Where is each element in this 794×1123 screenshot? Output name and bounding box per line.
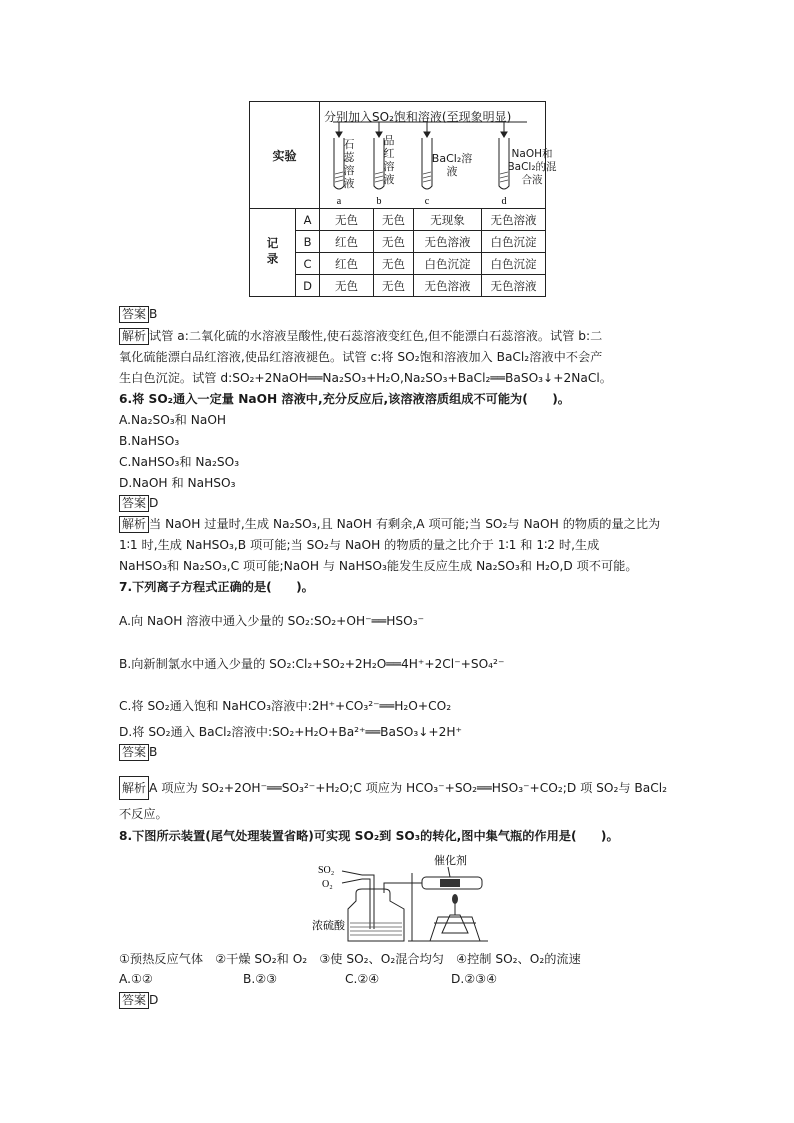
record-c-tube-c: 白色沉淀: [414, 253, 482, 275]
record-c-tube-d: 白色沉淀: [482, 253, 546, 275]
q7-option-b: B.向新制氯水中通入少量的 SO₂:Cl₂+SO₂+2H₂O══4H⁺+2Cl⁻+SO₄²⁻: [119, 657, 505, 671]
apparatus-label-so2: SO₂: [318, 865, 335, 876]
q5-answer-line: [119, 305, 157, 323]
q6-option-b: B.NaHSO₃: [119, 434, 180, 448]
q6-analysis-line-3: NaHSO₃和 Na₂SO₃,C 项可能;NaOH 与 NaHSO₃能发生反应生成 Na₂SO₃和 H₂O,D 项不可能。: [119, 559, 638, 573]
experiment-table: [249, 101, 557, 297]
record-a-tube-a: 无色: [320, 209, 374, 231]
option-d-label: D: [296, 275, 320, 297]
q6-option-c: C.NaHSO₃和 Na₂SO₃: [119, 455, 240, 469]
record-b-tube-d: 白色沉淀: [482, 231, 546, 253]
q5-answer: B: [149, 307, 158, 321]
record-d-tube-d: 无色溶液: [482, 275, 546, 297]
record-b-tube-b: 无色: [374, 231, 414, 253]
option-c-label: C: [296, 253, 320, 275]
q8-option-d: D.②③④: [451, 972, 498, 986]
apparatus-label-acid: 浓硫酸: [312, 919, 345, 932]
q7-analysis-line-1: [119, 776, 667, 800]
q8-option-c: C.②④: [345, 972, 380, 986]
apparatus-label-o2: O₂: [322, 879, 333, 890]
q7-option-c: C.将 SO₂通入饱和 NaHCO₃溶液中:2H⁺+CO₃²⁻══H₂O+CO₂: [119, 699, 452, 713]
q7-analysis-text-1: A 项应为 SO₂+2OH⁻══SO₃²⁻+H₂O;C 项应为 HCO₃⁻+SO₂══HSO₃⁻+CO₂;D 项 SO₂与 BaCl₂: [149, 781, 668, 795]
q7-option-d: D.将 SO₂通入 BaCl₂溶液中:SO₂+H₂O+Ba²⁺══BaSO₃↓+2H⁺: [119, 725, 462, 739]
answer-tag: 答案: [119, 992, 149, 1009]
option-b-label: B: [296, 231, 320, 253]
q7-analysis-line-2: 不反应。: [119, 807, 168, 821]
q5-analysis-text-1: 试管 a:二氧化硫的水溶液呈酸性,使石蕊溶液变红色,但不能漂白石蕊溶液。试管 b:二: [149, 329, 603, 343]
q6-analysis-line-2: 1∶1 时,生成 NaHSO₃,B 项可能;当 SO₂与 NaOH 的物质的量之比介于 1∶1 和 1∶2 时,生成: [119, 538, 600, 552]
record-a-tube-c: 无现象: [414, 209, 482, 231]
q8-answer: D: [149, 993, 159, 1007]
record-c-tube-b: 无色: [374, 253, 414, 275]
tube-c-content: BaCl₂溶液: [431, 152, 473, 178]
q6-analysis-line-1: [119, 515, 660, 533]
record-a-tube-b: 无色: [374, 209, 414, 231]
apparatus-label-catalyst: 催化剂: [434, 854, 467, 867]
q6-stem: 6.将 SO₂通入一定量 NaOH 溶液中,充分反应后,该溶液溶质组成不可能为( )。: [119, 392, 570, 406]
record-d-tube-b: 无色: [374, 275, 414, 297]
q6-analysis-text-1: 当 NaOH 过量时,生成 Na₂SO₃,且 NaOH 有剩余,A 项可能;当 SO₂与 NaOH 的物质的量之比为: [149, 517, 661, 531]
analysis-tag: 解析: [119, 776, 149, 800]
tube-b-content: 品红溶液: [383, 134, 395, 186]
experiment-tubes-cell: [320, 102, 557, 209]
tube-d-content: NaOH和BaCl₂的混合液: [507, 148, 557, 186]
tube-d-letter: d: [501, 196, 507, 207]
q5-analysis-line-2: 氧化硫能漂白品红溶液,使品红溶液褪色。试管 c:将 SO₂饱和溶液加入 BaCl₂溶液中不会产: [119, 350, 603, 364]
q8-options-line: [119, 970, 497, 988]
q8-answer-line: [119, 991, 158, 1009]
q6-option-d: D.NaOH 和 NaHSO₃: [119, 476, 236, 490]
record-b-tube-a: 红色: [320, 231, 374, 253]
q5-analysis-line-3: 生白色沉淀。试管 d:SO₂+2NaOH══Na₂SO₃+H₂O,Na₂SO₃+BaCl₂══BaSO₃↓+2NaCl。: [119, 371, 612, 385]
analysis-tag: 解析: [119, 328, 149, 345]
q7-answer-line: [119, 743, 157, 761]
q8-option-b: B.②③: [243, 972, 278, 986]
tube-a-letter: a: [336, 196, 342, 207]
q5-analysis-line-1: [119, 327, 602, 345]
q8-stem: 8.下图所示装置(尾气处理装置省略)可实现 SO₂到 SO₃的转化,图中集气瓶的作用是( )。: [119, 829, 619, 843]
answer-tag: 答案: [119, 306, 149, 323]
tube-b-letter: b: [376, 196, 382, 207]
tube-c-letter: c: [424, 196, 430, 207]
record-a-tube-d: 无色溶液: [482, 209, 546, 231]
record-b-tube-c: 无色溶液: [414, 231, 482, 253]
record-c-tube-a: 红色: [320, 253, 374, 275]
answer-tag: 答案: [119, 744, 149, 761]
answer-tag: 答案: [119, 495, 149, 512]
q6-answer: D: [149, 496, 159, 510]
record-d-tube-c: 无色溶液: [414, 275, 482, 297]
experiment-instruction: 分别加入SO₂饱和溶液(至现象明显): [324, 110, 512, 124]
apparatus-illustration: [312, 853, 490, 943]
analysis-tag: 解析: [119, 516, 149, 533]
record-d-tube-a: 无色: [320, 275, 374, 297]
option-a-label: A: [296, 209, 320, 231]
q7-answer: B: [149, 745, 158, 759]
q6-answer-line: [119, 494, 158, 512]
q8-statements: ①预热反应气体 ②干燥 SO₂和 O₂ ③使 SO₂、O₂混合均匀 ④控制 SO₂、O₂的流速: [119, 952, 581, 966]
record-row-label: 记录: [250, 209, 296, 297]
tube-a-content: 石蕊溶液: [343, 138, 355, 190]
experiment-row-label: 实验: [250, 102, 320, 209]
q6-option-a: A.Na₂SO₃和 NaOH: [119, 413, 227, 427]
q7-stem: 7.下列离子方程式正确的是( )。: [119, 580, 314, 594]
q8-option-a: A.①②: [119, 972, 153, 986]
q7-option-a: A.向 NaOH 溶液中通入少量的 SO₂:SO₂+OH⁻══HSO₃⁻: [119, 614, 425, 628]
